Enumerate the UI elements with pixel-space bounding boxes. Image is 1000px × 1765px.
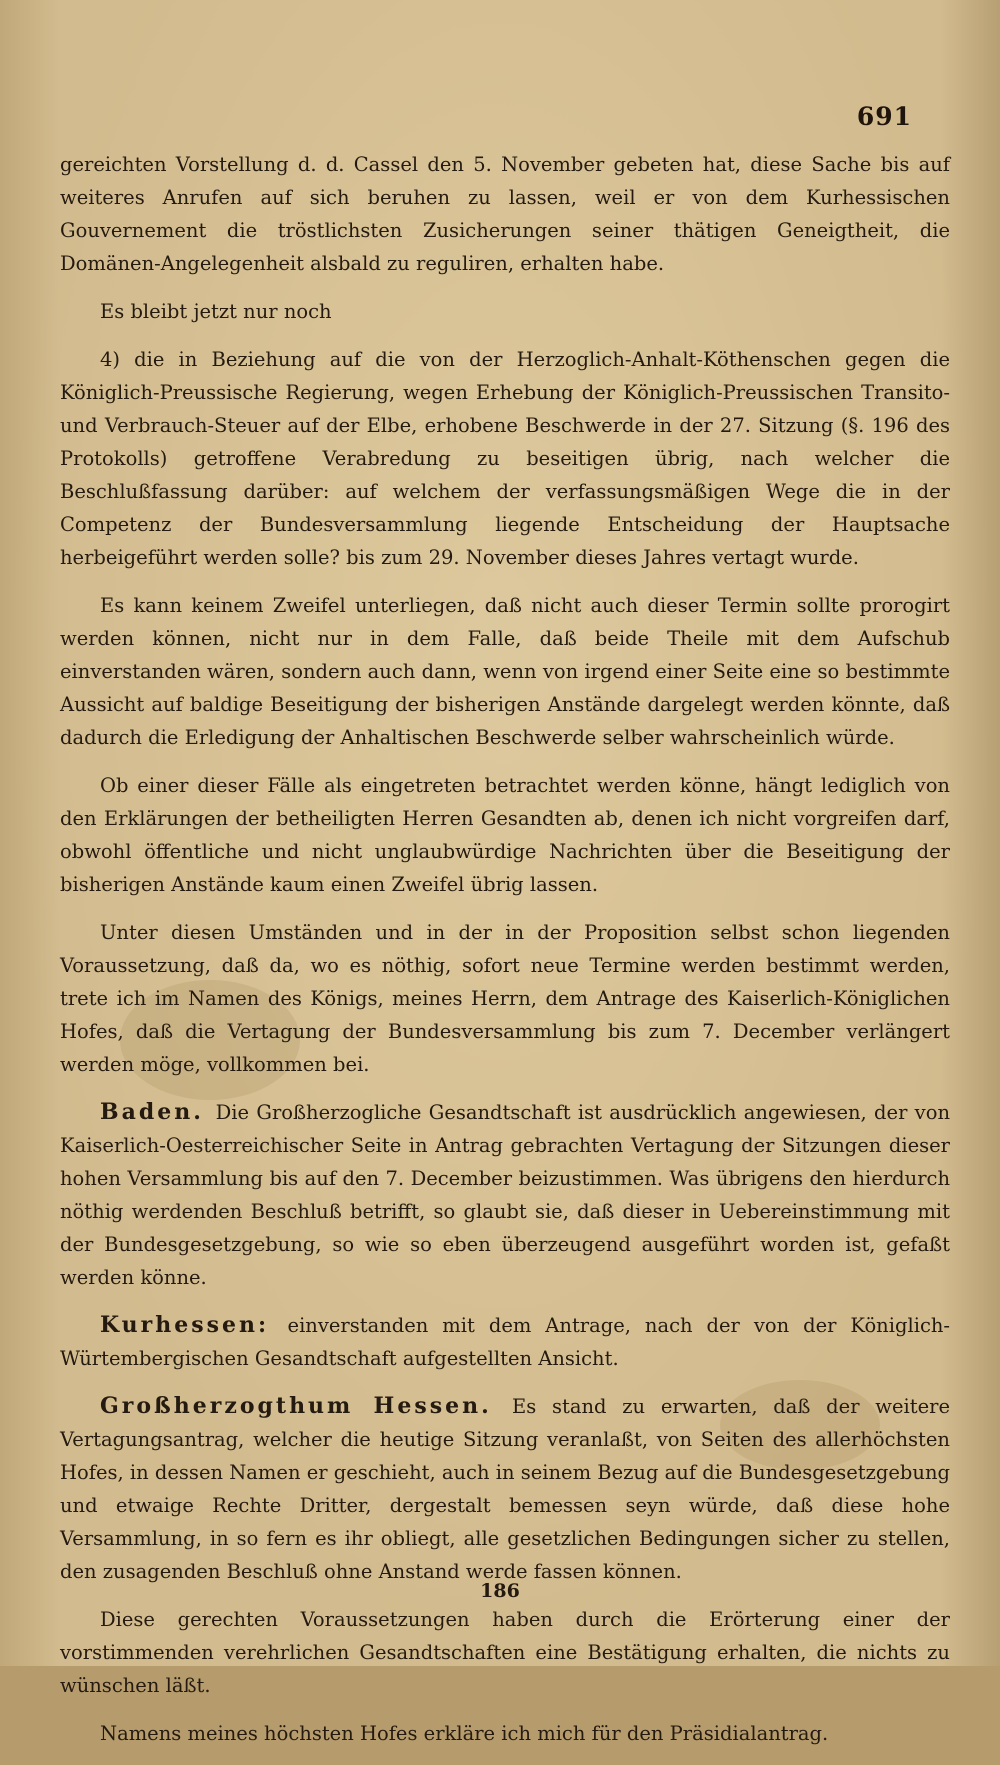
vote-grossherzogthum-hessen	[60, 1390, 950, 1588]
section-heading: Großherzogthum Hessen.	[100, 1393, 512, 1419]
paragraph: Es kann keinem Zweifel unterliegen, daß nicht auch dieser Termin sollte prorogirt werden können, nicht nur in dem Falle, daß beide Theile mit dem Aufschub einverstanden wären, sondern auch dann, wenn von irgend einer Seite eine so bestimmte Aussicht auf baldige Beseitigung der bisherigen Anstände dargelegt werden könnte, daß dadurch die Erledigung der Anhaltischen Beschwerde selber wahrscheinlich würde.	[60, 594, 950, 749]
paragraph: Es bleibt jetzt nur noch	[100, 300, 332, 323]
vote-baden	[60, 1096, 950, 1294]
section-heading: Kurhessen:	[100, 1312, 288, 1338]
body-text	[60, 148, 950, 1765]
paragraph: Diese gerechten Voraussetzungen haben durch die Erörterung einer der vorstimmenden verehrlichen Gesandtschaften eine Bestätigung erhalten, die nichts zu wünschen läßt.	[60, 1608, 950, 1697]
paragraph: Ob einer dieser Fälle als eingetreten betrachtet werden könne, hängt lediglich von den Erklärungen der betheiligten Herren Gesandten ab, denen ich nicht vorgreifen darf, obwohl öffentliche und nicht unglaubwürdige Nachrichten über die Beseitigung der bisherigen Anstände kaum einen Zweifel übrig lassen.	[60, 774, 950, 896]
page-number: 691	[856, 102, 912, 131]
section-text: Die Großherzogliche Gesandtschaft ist ausdrücklich angewiesen, der von Kaiserlich-Oesterreichischer Seite in Antrag gebrachten Vertagung der Sitzungen dieser hohen Versammlung bis auf den 7. December beizustimmen. Was übrigens den hierdurch nöthig werdenden Beschluß betrifft, so glaubt sie, daß dieser in Uebereinstimmung mit der Bundesgesetzgebung, so wie so eben überzeugend ausgeführt worden ist, gefaßt werden könne.	[60, 1101, 950, 1289]
paragraph: gereichten Vorstellung d. d. Cassel den 5. November gebeten hat, diese Sache bis auf weiteres Anrufen auf sich beruhen zu lassen, weil er von dem Kurhessischen Gouvernement die tröstlichsten Zusicherungen seiner thätigen Geneigtheit, die Domänen-Angelegenheit alsbald zu reguliren, erhalten habe.	[60, 153, 950, 275]
paragraph: Unter diesen Umständen und in der in der Proposition selbst schon liegenden Voraussetzung, daß da, wo es nöthig, sofort neue Termine werden bestimmt werden, trete ich im Namen des Königs, meines Herrn, dem Antrage des Kaiserlich-Königlichen Hofes, daß die Vertagung der Bundesversammlung bis zum 7. December verlängert werden möge, vollkommen bei.	[60, 921, 950, 1076]
vote-kurhessen	[60, 1309, 950, 1375]
signature-mark: 186	[480, 1580, 520, 1602]
paragraph: 4) die in Beziehung auf die von der Herzoglich-Anhalt-Köthenschen gegen die Königlich-Preussische Regierung, wegen Erhebung der Königlich-Preussischen Transito- und Verbrauch-Steuer auf der Elbe, erhobene Beschwerde in der 27. Sitzung (§. 196 des Protokolls) getroffene Verabredung zu beseitigen übrig, nach welcher die Beschlußfassung darüber: auf welchem der verfassungsmäßigen Wege die in der Competenz der Bundesversammlung liegende Entscheidung der Hauptsache herbeigeführt werden solle? bis zum 29. November dieses Jahres vertagt wurde.	[60, 348, 950, 569]
section-text: Es stand zu erwarten, daß der weitere Vertagungsantrag, welcher die heutige Sitzung veranlaßt, von Seiten des allerhöchsten Hofes, in dessen Namen er geschieht, auch in seinem Bezug auf die Bundesgesetzgebung und etwaige Rechte Dritter, dergestalt bemessen seyn würde, daß diese hohe Versammlung, in so fern es ihr obliegt, alle gesetzlichen Bedingungen sicher zu stellen, den zusagenden Beschluß ohne Anstand werde fassen können.	[60, 1395, 951, 1583]
section-heading: Baden.	[100, 1099, 216, 1125]
paragraph: Namens meines höchsten Hofes erkläre ich mich für den Präsidialantrag.	[100, 1722, 829, 1745]
section-text: einverstanden mit dem Antrage, nach der von der Königlich-Würtembergischen Gesandtschaft aufgestellten Ansicht.	[60, 1314, 951, 1370]
